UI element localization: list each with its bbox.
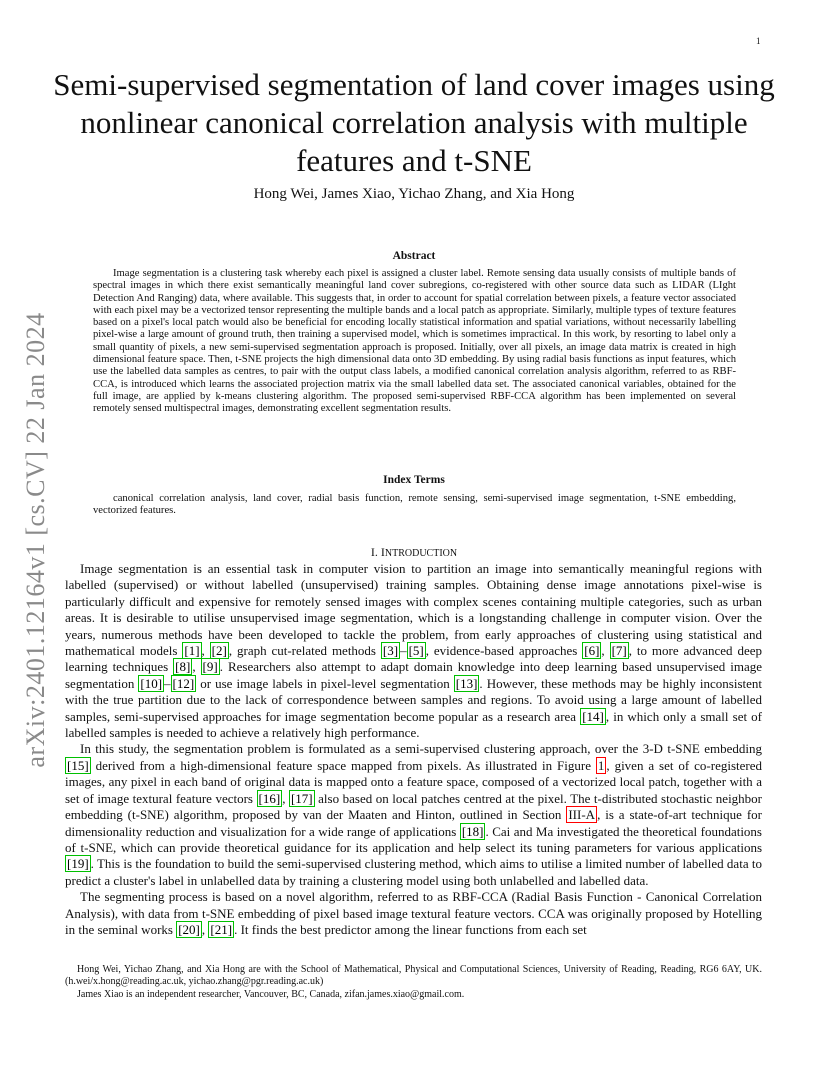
intro-paragraph-3: The segmenting process is based on a novel algorithm, referred to as RBF-CCA (Radial Basis Function - Canonical Correlation Analysis), with data from t-SNE embedding of pixel based image textural feature vectors. CCA was originally proposed by Hotelling in the seminal works [20] , [21] . It finds the best predictor among the linear functions from each set: [65, 889, 762, 937]
introduction-body: [65, 561, 762, 938]
citation-link[interactable]: [13]: [455, 675, 478, 691]
citation-link[interactable]: [5]: [408, 643, 424, 659]
citation-link[interactable]: [19]: [67, 856, 89, 872]
section-title: [381, 545, 457, 559]
footnote-independent-researcher: James Xiao is an independent researcher, Vancouver, BC, Canada, zifan.james.xiao@gmail.com.: [77, 988, 465, 1000]
citation-link[interactable]: [20]: [178, 921, 200, 937]
section-title-initial: I: [380, 545, 385, 559]
section-number: I.: [370, 545, 378, 559]
section-heading-introduction: [40, 545, 788, 560]
citation-link[interactable]: [21]: [210, 921, 233, 937]
citation-link[interactable]: [8]: [175, 659, 191, 675]
citation-link[interactable]: [18]: [461, 823, 484, 839]
citation-link[interactable]: [15]: [67, 757, 89, 773]
author-affiliation-footnote: [65, 964, 762, 1001]
index-terms-heading: Index Terms: [383, 474, 445, 486]
page-number: 1: [756, 36, 761, 46]
citation-link[interactable]: [10]: [140, 675, 163, 691]
arxiv-identifier-stamp: arXiv:2401.12164v1 [cs.CV] 22 Jan 2024: [21, 312, 50, 768]
intro-paragraph-1: Image segmentation is an essential task in computer vision to partition an image into semantically meaningful regions with labelled (supervised) or without labelled (unsupervised) training samples. Obtaining dense image annotations pixel-wise is particularly difficult and expensive for remotely sensed images with complex scenes containing multiple categories, such as urban areas. It is desirable to utilise unsupervised image segmentation, which is a longstanding challenge in computer vision. Over the years, numerous methods have been developed to tackle the problem, from early approaches of clustering using statistical and mathematical models [1] , [2] , graph cut-related methods [3] – [5] , evidence-based approaches [6] , [7] , to more advanced deep learning techniques [8] , [9] . Researchers also attempt to adapt domain knowledge into deep learning based unsupervised image segmentation [10] – [12] or use image labels in pixel-level segmentation [13] . However, these methods may be highly inconsistent with the true partition due to the lack of correspondence between samples and regions. To avoid using a large amount of labelled samples, semi-supervised approaches for image segmentation become popular as a research area [14] , in which only a small set of labelled samples is needed to achieve a relatively high performance.: [65, 561, 763, 741]
index-terms-text: canonical correlation analysis, land cover, radial basis function, remote sensing, semi-supervised image segmentation, t-SNE embedding, vectorized features.: [93, 493, 736, 517]
citation-link[interactable]: [17]: [290, 790, 313, 806]
section-link[interactable]: III-A: [568, 807, 596, 823]
abstract-text: Image segmentation is a clustering task whereby each pixel is assigned a cluster label. Remote sensing data usually consists of multiple bands of spectral images in which there exist semantically meaningful land cover subregions, co-registered with other source data such as LIDAR (LIght Detection And Ranging) data, where available. This suggests that, in order to account for spatial correlation between pixels, a feature vector associated with each pixel may be a vectorized tensor representing the multiple bands and a local patch as appropriate. Similarly, multiple types of texture features based on a pixel's local patch would also be beneficial for encoding locally statistical information and spatial variations, without necessarily labelling pixel-wise a large amount of ground truth, then training a supervised model, which is sometimes impractical. In this work, by resorting to label only a small quantity of pixels, a new semi-supervised segmentation approach is proposed. Initially, over all pixels, an image data matrix is created in high dimensional feature space. Then, t-SNE projects the high dimensional data onto 3D embedding. By using radial basis functions as input features, which use the labelled data samples as centres, to pair with the output class labels, a modified canonical correlation analysis algorithm, referred to as RBF-CCA, is introduced which learns the associated projection matrix via the small labelled data set. The associated canonical variables, obtained for the full image, are applied by k-means clustering algorithm. The proposed semi-supervised RBF-CCA algorithm has been implemented on several remotely sensed multispectral images, demonstrating excellent segmentation results.: [93, 268, 736, 415]
section-title-rest: NTRODUCTION: [384, 548, 458, 559]
intro-paragraph-2: In this study, the segmentation problem is formulated as a semi-supervised clustering approach, over the 3-D t-SNE embedding [15] derived from a high-dimensional feature space mapped from pixels. As illustrated in Figure 1 , given a set of co-registered images, any pixel in each band of original data is mapped onto a feature space, composed of a vectorized local patch, together with a set of image textural feature vectors [16] , [17] also based on local patches centred at the pixel. The t-distributed stochastic neighbor embedding (t-SNE) algorithm, proposed by van der Maaten and Hinton, outlined in Section III-A , is a state-of-art technique for dimensionality reduction and visualization for a wide range of applications [18] . Cai and Ma investigated the theoretical foundations of t-SNE, which can provide theoretical guidance for its application and help select its tuning parameters for various applications [19] . This is the foundation to build the semi-supervised clustering method, which aims to utilise a limited number of labelled data to predict a cluster's label in unlabelled data by training a clustering model using both unlabelled and labelled data.: [65, 741, 763, 888]
citation-link[interactable]: [7]: [611, 643, 627, 659]
citation-link[interactable]: [1]: [184, 643, 200, 659]
citation-link[interactable]: [14]: [582, 708, 604, 724]
figure-link[interactable]: 1: [597, 757, 605, 773]
citation-link[interactable]: [3]: [382, 643, 399, 659]
abstract-heading: Abstract: [392, 250, 436, 262]
citation-link[interactable]: [6]: [584, 643, 600, 659]
paper-title: Semi-supervised segmentation of land cover images using nonlinear canonical correlation analysis with multiple features and t-SNE: [53, 67, 775, 178]
citation-link[interactable]: [9]: [202, 659, 218, 675]
citation-link[interactable]: [12]: [172, 675, 195, 691]
citation-link[interactable]: [2]: [211, 643, 227, 659]
citation-link[interactable]: [16]: [258, 790, 281, 806]
footnote-affiliation: Hong Wei, Yichao Zhang, and Xia Hong are with the School of Mathematical, Physical and Computational Sciences, University of Reading, Reading, RG6 6AY, UK. (h.wei/x.hong@reading.ac.uk, yichao.zhang@pgr.reading.ac.uk): [65, 964, 762, 988]
author-list: Hong Wei, James Xiao, Yichao Zhang, and Xia Hong: [253, 186, 575, 202]
